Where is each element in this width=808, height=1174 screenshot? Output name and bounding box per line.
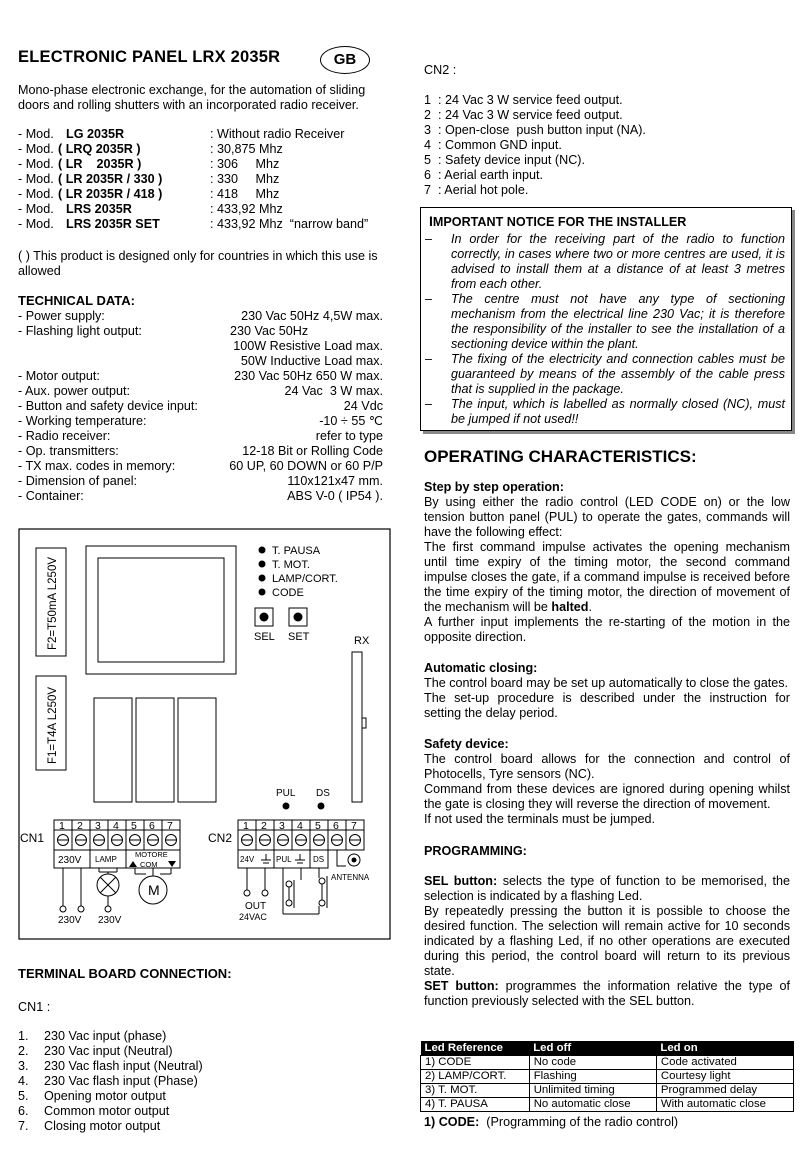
- led-col-header: Led Reference: [421, 1041, 530, 1056]
- model-name: LRS 2035R SET: [66, 217, 160, 231]
- pul-led: [283, 803, 290, 810]
- cn2-item: 3 : Open-close push button input (NA).: [424, 123, 646, 137]
- cn2-item: 1 : 24 Vac 3 W service feed output.: [424, 93, 623, 107]
- tech-value: ABS V-0 ( IP54 ).: [287, 489, 383, 503]
- safety-text: The control board allows for the connection and control of Photocells, Tyre sensors (NC).: [424, 752, 790, 781]
- model-prefix: - Mod.: [18, 142, 54, 156]
- cn1-list: [0, 1029, 390, 1139]
- tech-label: - Radio receiver:: [18, 429, 111, 443]
- led-table-header: [421, 1041, 794, 1056]
- sel-text: SEL button: selects the type of function to be memorised, the selection is indicated by a flashing Led.: [424, 874, 790, 903]
- model-prefix: - Mod.: [18, 172, 54, 186]
- list-num: 4.: [18, 1074, 29, 1088]
- led-cell: Courtesy light: [656, 1070, 793, 1084]
- ds-label: DS: [316, 788, 330, 799]
- led-dot: [259, 561, 266, 568]
- tech-label: - Flashing light output:: [18, 324, 142, 338]
- motor-label: M: [148, 882, 160, 898]
- tech-value: 24 Vac 3 W max.: [284, 384, 383, 398]
- installer-notice: [420, 207, 792, 431]
- model-name: ( LR 2035R / 418 ): [58, 187, 163, 201]
- led-label: T. PAUSA: [272, 545, 321, 557]
- tech-label: - TX max. codes in memory:: [18, 459, 176, 473]
- transformer: [86, 546, 236, 674]
- list-item: 230 Vac input (Neutral): [44, 1044, 173, 1058]
- tech-value: 12-18 Bit or Rolling Code: [242, 444, 383, 458]
- led-label: T. MOT.: [272, 559, 310, 571]
- intro-text: Mono-phase electronic exchange, for the automation of sliding doors and rolling shutters with an incorporated radio receiver.: [18, 83, 366, 112]
- cn2-num: 6: [333, 820, 339, 832]
- page-title: ELECTRONIC PANEL LRX 2035R: [18, 48, 281, 66]
- led-cell: 1) CODE: [421, 1056, 530, 1070]
- cn2-item: 4 : Common GND input.: [424, 138, 562, 152]
- led-cell: Programmed delay: [656, 1084, 793, 1098]
- cn2-item: 5 : Safety device input (NC).: [424, 153, 585, 167]
- cn1-num: 2: [77, 820, 83, 832]
- model-prefix: - Mod.: [18, 127, 54, 141]
- model-name: ( LRQ 2035R ): [58, 142, 141, 156]
- tech-value: 100W Resistive Load max.: [233, 339, 383, 353]
- sel-label: SEL: [254, 631, 275, 643]
- tech-label: - Power supply:: [18, 309, 105, 323]
- rx-label: RX: [354, 635, 370, 647]
- fuse-f1-label: F1=T4A L250V: [47, 686, 59, 764]
- safety-heading: Safety device:: [424, 737, 509, 751]
- cn1-num: 5: [131, 820, 137, 832]
- led-col-header: Led on: [656, 1041, 793, 1056]
- led-dot: [259, 575, 266, 582]
- pul-label: PUL: [276, 788, 296, 799]
- list-item: Closing motor output: [44, 1119, 161, 1133]
- cn2-label: CN2: [208, 831, 233, 845]
- model-spec: : 418 Mhz: [210, 187, 280, 201]
- list-item: Opening motor output: [44, 1089, 166, 1103]
- cn1-num: 4: [113, 820, 119, 832]
- cn2-item: 2 : 24 Vac 3 W service feed output.: [424, 108, 623, 122]
- model-spec: : 433,92 Mhz “narrow band”: [210, 217, 369, 231]
- model-prefix: - Mod.: [18, 217, 54, 231]
- model-spec: : 433,92 Mhz: [210, 202, 283, 216]
- led-cell: With automatic close: [656, 1098, 793, 1112]
- tech-label: - Aux. power output:: [18, 384, 131, 398]
- list-item: 230 Vac input (phase): [44, 1029, 167, 1043]
- tech-value: 230 Vac 50Hz: [230, 324, 309, 338]
- led-cell: No automatic close: [529, 1098, 656, 1112]
- fuse-f2-label: F2=T50mA L250V: [47, 556, 59, 650]
- tech-value: 60 UP, 60 DOWN or 60 P/P: [229, 459, 383, 473]
- tech-label: - Working temperature:: [18, 414, 147, 428]
- model-spec: : 306 Mhz: [210, 157, 280, 171]
- led-cell: 2) LAMP/CORT.: [421, 1070, 530, 1084]
- safety-text: Command from these devices are ignored during opening whilst the gate is closing they will reverse the direction of movement.: [424, 782, 790, 811]
- cn2-24v: 24V: [240, 855, 255, 864]
- list-item: 230 Vac flash input (Neutral): [44, 1059, 203, 1073]
- tech-value: 24 Vdc: [343, 399, 383, 413]
- cn1-label: CN1: [20, 831, 45, 845]
- cn2-item: 6 : Aerial earth input.: [424, 168, 544, 182]
- step-text: A further input implements the re-starting of the motion in the opposite direction.: [424, 615, 790, 644]
- out-24vac-label: 24VAC: [239, 912, 267, 922]
- model-spec: : Without radio Receiver: [210, 127, 345, 141]
- led-cell: 3) T. MOT.: [421, 1084, 530, 1098]
- set-label: SET: [288, 631, 310, 643]
- sel-text: By repeatedly pressing the button it is possible to choose the desired function. The selection will remain active for 10 seconds indicated by a flashing Led, if no other operations are executed during this period, the control board will return to its previous state.: [424, 904, 790, 978]
- tech-label: - Dimension of panel:: [18, 474, 138, 488]
- tech-label: - Motor output:: [18, 369, 100, 383]
- step-heading: Step by step operation:: [424, 480, 564, 494]
- model-prefix: - Mod.: [18, 202, 54, 216]
- led-cell: Unlimited timing: [529, 1084, 656, 1098]
- tech-label: - Op. transmitters:: [18, 444, 119, 458]
- tech-value: 230 Vac 50Hz 4,5W max.: [241, 309, 383, 323]
- led-dot: [259, 547, 266, 554]
- list-num: 3.: [18, 1059, 29, 1073]
- cn1-lamp: LAMP: [95, 855, 117, 864]
- bottom-230v-1: 230V: [58, 915, 82, 926]
- set-text: SET button: programmes the information relative the type of function previously selected with the SEL button.: [424, 979, 790, 1008]
- bottom-230v-2: 230V: [98, 915, 122, 926]
- antenna-label: ANTENNA: [331, 873, 370, 882]
- notice-bullet: – The centre must not have any type of sectioning mechanism from the electrical line 230 Vac; it is therefore the responsibility of the installer to see the installation of a sectioning device within the plant.: [425, 292, 785, 351]
- tech-label: - Button and safety device input:: [18, 399, 198, 413]
- operating-heading: OPERATING CHARACTERISTICS:: [424, 447, 697, 466]
- notice-bullet: – The fixing of the electricity and connection cables must be guaranteed by means of the assembly of the cable press that is supplied in the package.: [425, 352, 785, 396]
- cn1-num: 7: [167, 820, 173, 832]
- table-row: [421, 1070, 794, 1084]
- notice-bullet: – The input, which is labelled as normally closed (NC), must be jumped if not used!!: [425, 397, 785, 426]
- step-text: By using either the radio control (LED CODE on) or the low tension button panel (PUL) to operate the gates, commands will have the following effect:: [424, 495, 790, 539]
- table-row: [421, 1084, 794, 1098]
- cn2-num: 2: [261, 820, 267, 832]
- model-name: LG 2035R: [66, 127, 125, 141]
- model-name: ( LR 2035R / 330 ): [58, 172, 163, 186]
- list-num: 7.: [18, 1119, 29, 1133]
- model-spec: : 30,875 Mhz: [210, 142, 283, 156]
- led-col-header: Led off: [529, 1041, 656, 1056]
- model-spec: : 330 Mhz: [210, 172, 280, 186]
- step-text: The first command impulse activates the opening mechanism until time expiry of the timing motor, the second command impulse closes the gate, if a command impulse is received before the time expiry of the timing motor, the direction of movement of the mechanism will be halted.: [424, 540, 790, 614]
- cn2-num: 3: [279, 820, 285, 832]
- cn2-num: 5: [315, 820, 321, 832]
- model-prefix: - Mod.: [18, 157, 54, 171]
- list-num: 2.: [18, 1044, 29, 1058]
- list-item: Common motor output: [44, 1104, 170, 1118]
- cn1-motore: MOTORE: [135, 850, 168, 859]
- list-item: 230 Vac flash input (Phase): [44, 1074, 198, 1088]
- tech-label: - Container:: [18, 489, 84, 503]
- model-name: LRS 2035R: [66, 202, 132, 216]
- cn2-pul: PUL: [276, 855, 292, 864]
- led-cell: Code activated: [656, 1056, 793, 1070]
- language-badge: GB: [320, 46, 370, 74]
- ds-led: [318, 803, 325, 810]
- led-cell: 4) T. PAUSA: [421, 1098, 530, 1112]
- list-num: 1.: [18, 1029, 29, 1043]
- led-dot: [259, 589, 266, 596]
- tech-value: 110x121x47 mm.: [287, 474, 383, 488]
- cn1-num: 1: [59, 820, 65, 832]
- notice-title: IMPORTANT NOTICE FOR THE INSTALLER: [429, 213, 687, 229]
- programming-heading: PROGRAMMING:: [424, 844, 527, 858]
- country-note: ( ) This product is designed only for countries in which this use is allowed: [18, 249, 378, 278]
- cn2-num: 7: [351, 820, 357, 832]
- tech-value: refer to type: [315, 429, 383, 443]
- tech-heading: TECHNICAL DATA:: [18, 293, 135, 308]
- notice-bullet: – In order for the receiving part of the radio to function correctly, in cases where two or more centres are used, it is advised to install them at a distance of at least 3 metres from each other.: [425, 232, 785, 291]
- wiring-diagram: [18, 528, 392, 940]
- tech-value: 230 Vac 50Hz 650 W max.: [234, 369, 383, 383]
- table-row: [421, 1056, 794, 1070]
- cn2-item: 7 : Aerial hot pole.: [424, 183, 529, 197]
- auto-heading: Automatic closing:: [424, 661, 538, 675]
- tech-value: -10 ÷ 55 ℃: [319, 414, 383, 428]
- tech-value: 50W Inductive Load max.: [240, 354, 383, 368]
- operating-section: [424, 480, 790, 1009]
- list-num: 5.: [18, 1089, 29, 1103]
- cn1-num: 3: [95, 820, 101, 832]
- cn2-num: 1: [243, 820, 249, 832]
- code-section-heading: 1) CODE: (Programming of the radio control): [424, 1115, 679, 1129]
- cn1-230v: 230V: [58, 855, 82, 866]
- list-num: 6.: [18, 1104, 29, 1118]
- led-label: LAMP/CORT.: [272, 573, 338, 585]
- cn1-com: COM: [140, 860, 158, 869]
- cn1-num: 6: [149, 820, 155, 832]
- auto-text: The set-up procedure is described under the instruction for setting the delay period.: [424, 691, 790, 720]
- cn2-list-label: CN2 :: [424, 63, 457, 77]
- model-prefix: - Mod.: [18, 187, 54, 201]
- model-name: ( LR 2035R ): [58, 157, 142, 171]
- cn2-num: 4: [297, 820, 303, 832]
- cn1-list-label: CN1 :: [18, 1000, 51, 1014]
- out-label: OUT: [245, 901, 267, 912]
- table-row: [421, 1098, 794, 1112]
- led-cell: Flashing: [529, 1070, 656, 1084]
- led-cell: No code: [529, 1056, 656, 1070]
- terminal-heading: TERMINAL BOARD CONNECTION:: [18, 966, 232, 981]
- tech-table: [0, 309, 383, 509]
- safety-text: If not used the terminals must be jumped.: [424, 812, 656, 826]
- led-table: [420, 1041, 794, 1112]
- led-label: CODE: [272, 587, 304, 599]
- cn2-ds: DS: [313, 855, 325, 864]
- auto-text: The control board may be set up automatically to close the gates.: [424, 676, 789, 690]
